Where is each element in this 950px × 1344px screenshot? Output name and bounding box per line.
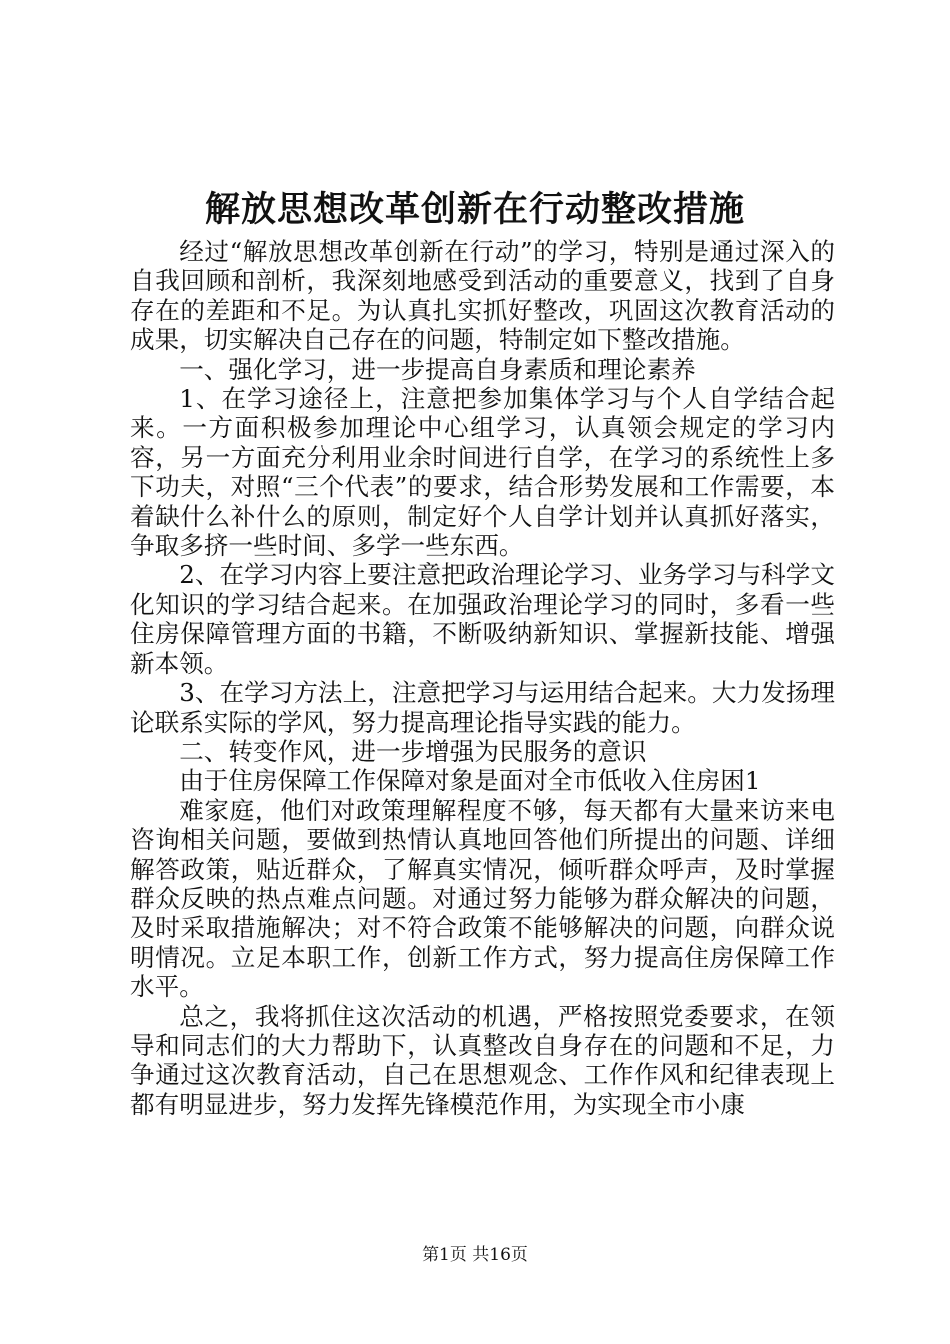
paragraph-conclusion: 总之，我将抓住这次活动的机遇，严格按照党委要求，在领导和同志们的大力帮助下，认真整改自身存在的问题和不足，力争通过这次教育活动，自己在思想观念、工作作风和纪律表现上都有明显进步，努力发挥先锋模范作用，为实现全市小康 bbox=[130, 1001, 835, 1119]
paragraph-service-detail: 难家庭，他们对政策理解程度不够，每天都有大量来访来电咨询相关问题，要做到热情认真地回答他们所提出的问题、详细解答政策，贴近群众，了解真实情况，倾听群众呼声，及时掌握群众反映的热点难点问题。对通过努力能够为群众解决的问题，及时采取措施解决；对不符合政策不能够解决的问题，向群众说明情况。立足本职工作，创新工作方式，努力提高住房保障工作水平。 bbox=[130, 795, 835, 1002]
paragraph-study-content: 2、在学习内容上要注意把政治理论学习、业务学习与科学文化知识的学习结合起来。在加强政治理论学习的同时，多看一些住房保障管理方面的书籍，不断吸纳新知识、掌握新技能、增强新本领。 bbox=[130, 560, 835, 678]
paragraph-service-start: 由于住房保障工作保障对象是面对全市低收入住房困1 bbox=[179, 766, 761, 796]
section-heading-1: 一、强化学习，进一步提高自身素质和理论素养 bbox=[179, 354, 696, 384]
paragraph-study-method: 3、在学习方法上，注意把学习与运用结合起来。大力发扬理论联系实际的学风，努力提高理论指导实践的能力。 bbox=[130, 678, 835, 737]
paragraph-intro: 经过“解放思想改革创新在行动”的学习，特别是通过深入的自我回顾和剖析，我深刻地感受到活动的重要意义，找到了自身存在的差距和不足。为认真扎实抓好整改，巩固这次教育活动的成果，切实解决自己存在的问题，特制定如下整改措施。 bbox=[130, 237, 835, 355]
document-title: 解放思想改革创新在行动整改措施 bbox=[204, 189, 745, 230]
section-heading-2: 二、转变作风，进一步增强为民服务的意识 bbox=[179, 736, 647, 766]
document-body bbox=[130, 237, 835, 1119]
paragraph-study-approach: 1、在学习途径上，注意把参加集体学习与个人自学结合起来。一方面积极参加理论中心组学习，认真领会规定的学习内容，另一方面充分利用业余时间进行自学，在学习的系统性上多下功夫，对照“三个代表”的要求，结合形势发展和工作需要，本着缺什么补什么的原则，制定好个人自学计划并认真抓好落实，争取多挤一些时间、多学一些东西。 bbox=[130, 384, 835, 561]
page-footer: 第1页 共16页 bbox=[422, 1245, 528, 1265]
